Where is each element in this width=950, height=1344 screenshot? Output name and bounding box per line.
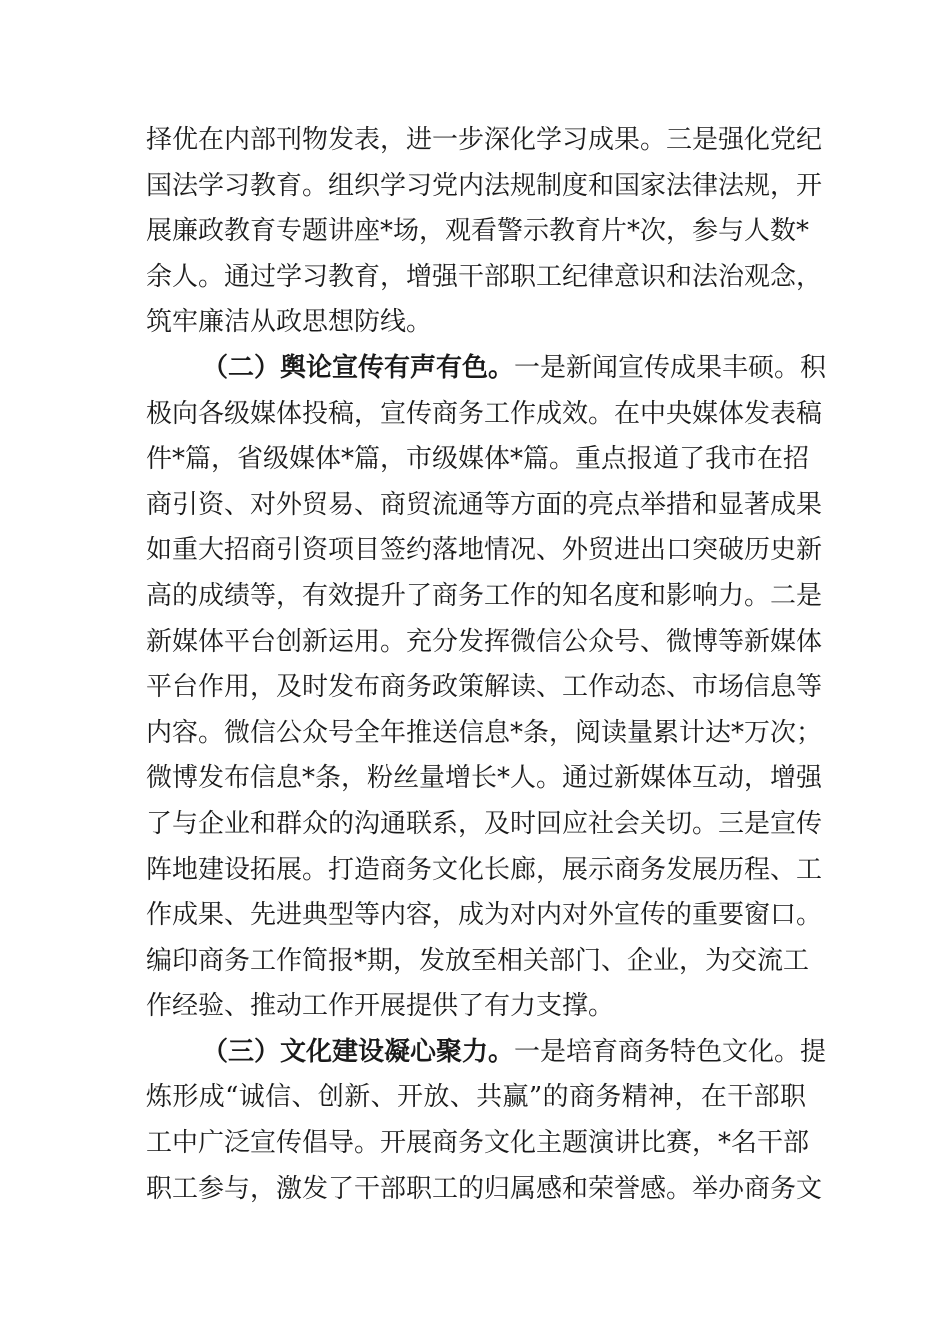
text-span: 一是新闻宣传成果丰硕。积 (514, 352, 827, 383)
text-line: 择优在内部刊物发表，进一步深化学习成果。三是强化党纪 (146, 125, 823, 155)
text-line: 微博发布信息*条，粉丝量增长*人。通过新媒体互动，增强 (146, 763, 823, 794)
text-line: 作经验、推动工作开展提供了有力支撑。 (146, 991, 615, 1022)
text-line: 阵地建设拓展。打造商务文化长廊，展示商务发展历程、工 (146, 854, 823, 885)
section-heading-line (146, 346, 827, 392)
text-line: 新媒体平台创新运用。充分发挥微信公众号、微博等新媒体 (146, 626, 823, 657)
text-line: 高的成绩等，有效提升了商务工作的知名度和影响力。二是 (146, 580, 823, 611)
section-heading: （三）文化建设凝心聚力。 (202, 1036, 515, 1067)
text-line: 极向各级媒体投稿，宣传商务工作成效。在中央媒体发表稿 (146, 398, 823, 429)
text-line: 编印商务工作简报*期，发放至相关部门、企业，为交流工 (146, 945, 810, 976)
text-line: 内容。微信公众号全年推送信息*条，阅读量累计达*万次； (146, 717, 823, 748)
text-span: 一是培育商务特色文化。提 (514, 1036, 827, 1067)
document-page (146, 118, 827, 1212)
text-line: 商引资、对外贸易、商贸流通等方面的亮点举措和显著成果 (146, 489, 823, 520)
text-line: 工中广泛宣传倡导。开展商务文化主题演讲比赛，*名干部 (146, 1128, 810, 1159)
text-line: 筑牢廉洁从政思想防线。 (146, 307, 433, 338)
section-heading-line (146, 1030, 827, 1076)
text-line: 了与企业和群众的沟通联系，及时回应社会关切。三是宣传 (146, 808, 823, 839)
text-line: 炼形成“诚信、创新、开放、共赢”的商务精神，在干部职 (146, 1082, 806, 1113)
text-line: 件*篇，省级媒体*篇，市级媒体*篇。重点报道了我市在招 (146, 444, 810, 475)
section-heading: （二）舆论宣传有声有色。 (202, 352, 515, 383)
text-line: 作成果、先进典型等内容，成为对内对外宣传的重要窗口。 (146, 900, 823, 931)
text-line: 平台作用，及时发布商务政策解读、工作动态、市场信息等 (146, 672, 823, 703)
text-line: 国法学习教育。组织学习党内法规制度和国家法律法规，开 (146, 170, 823, 201)
text-line: 如重大招商引资项目签约落地情况、外贸进出口突破历史新 (146, 535, 823, 566)
text-line: 职工参与，激发了干部职工的归属感和荣誉感。举办商务文 (146, 1173, 823, 1204)
text-line: 展廉政教育专题讲座*场，观看警示教育片*次，参与人数* (146, 216, 810, 247)
text-line: 余人。通过学习教育，增强干部职工纪律意识和法治观念， (146, 261, 823, 292)
